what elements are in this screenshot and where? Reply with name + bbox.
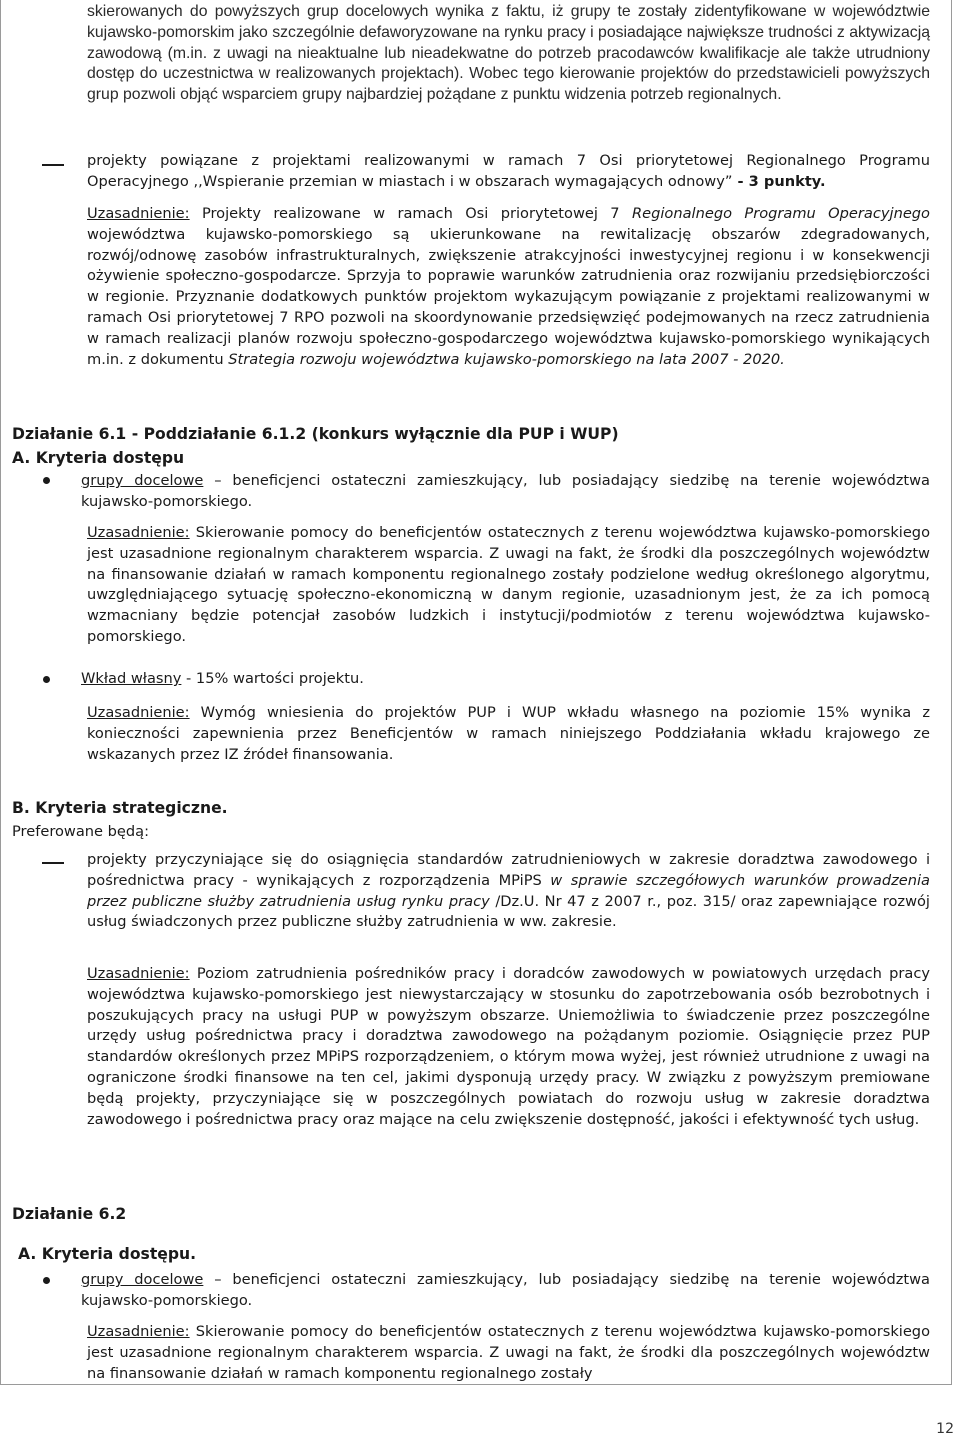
justification-rpo: Uzasadnienie: Projekty realizowane w ramach Osi priorytetowej 7 Regionalnego Programu Operacyjnego województwa kujawsko-pomorskiego są ukierunkowane na rewitalizację obszarów zdegradowanych, rozwój/odnowę zasobów infrastrukturalnych, zwiększenie atrakcyjności inwestycyjnej regionu i w konsekwencji ożywienie społeczno-gospodarcze. Sprzyja to poprawie warunków zatrudnienia oraz rozwijaniu przedsiębiorczości w regionie. Przyznanie dodatkowych punktów projektom wykazującym powiązanie z projektami realizowanymi w ramach Osi priorytetowej 7 RPO pozwoli na skoordynowanie przedsięwzięć podejmowanych na rzecz zatrudnienia w ramach realizacji planów rozwoju społeczno-gospodarczego województwa kujawsko-pomorskiego wynikających m.in. z dokumentu Strategia rozwoju województwa kujawsko-pomorskiego na lata 2007 - 2020. [87,205,930,368]
page-number: 12 [936,1421,954,1437]
bullet-icon [43,676,50,683]
list-item-standards: projekty przyczyniające się do osiągnięcia standardów zatrudnieniowych w zakresie doradztwa zawodowego i pośrednictwa pracy - wynikających z rozporządzenia MPiPS w sprawie szczegółowych warunków prowadzenia przez publiczne służby zatrudnienia usług rynku pracy /Dz.U. Nr 47 z 2007 r., poz. 315/ oraz zapewniające rozwój usług świadczonych przez publiczne służby zatrudnienia w ww. zakresie. [87,851,930,931]
section-heading-6-1-2: Działanie 6.1 - Poddziałanie 6.1.2 (konkurs wyłącznie dla PUP i WUP) [12,425,619,443]
points-value: - 3 punkty. [732,172,826,190]
dash-marker [42,164,64,166]
section-heading-6-2: Działanie 6.2 [12,1205,127,1223]
bullet-target-groups: grupy docelowe – beneficjenci ostateczni zamieszkujący, lub posiadający siedzibę na terenie województwa kujawsko-pomorskiego. [81,472,930,510]
justification-standards: Uzasadnienie: Poziom zatrudnienia pośredników pracy i doradców zawodowych w powiatowych urzędach pracy województwa kujawsko-pomorskiego jest niewystarczający w stosunku do zapotrzebowania osób bezrobotnych i poszukujących pracy na usługi PUP w powyższym obszarze. Uniemożliwia to świadczenie przez poszczególne urzędy usług pośrednictwa pracy i doradztwa zawodowego na pożądanym poziomie. Osiągnięcie przez PUP standardów określonych przez MPiPS rozporządzeniem, o którym mowa wyżej, jest również utrudnione z uwagi na ograniczone środki finansowe na ten cel, jakimi dysponują urzędy pracy. W związku z powyższym premiowane będą projekty, przyczyniające się w poszczególnych powiatach do rozwoju usług w zakresie doradztwa zawodowego i pośrednictwa pracy oraz mające na celu zwiększenie dostępność, jakości i efektywność tych usług. [87,965,930,1128]
dash-marker [42,862,64,864]
criteria-strategic-heading: B. Kryteria strategiczne. [12,799,228,817]
criteria-access-heading-6-2: A. Kryteria dostępu. [18,1245,197,1263]
bullet-own-contribution: Wkład własny - 15% wartości projektu. [81,670,364,687]
preferred-label: Preferowane będą: [12,823,150,840]
bullet-icon [43,477,50,484]
target-groups-label: grupy docelowe [81,472,204,489]
bullet-target-groups-6-2: grupy docelowe – beneficjenci ostateczni zamieszkujący, lub posiadający siedzibę na terenie województwa kujawsko-pomorskiego. [81,1271,930,1309]
justification-own-contribution: Uzasadnienie: Wymóg wniesienia do projektów PUP i WUP wkładu własnego na poziomie 15% wynika z konieczności zapewnienia przez Beneficjentów w ramach niniejszego Poddziałania wkładu krajowego ze wskazanych przez IZ źródeł finansowania. [87,704,930,763]
criteria-access-heading: A. Kryteria dostępu [12,449,185,467]
justification-label: Uzasadnienie: [87,205,190,222]
bullet-icon [43,1277,50,1284]
justification-target-groups: Uzasadnienie: Skierowanie pomocy do beneficjentów ostatecznych z terenu województwa kujawsko-pomorskiego jest uzasadnione regionalnym charakterem wsparcia. Z uwagi na fakt, że środki dla poszczególnych województw na finansowanie działań w ramach komponentu regionalnego zostały podzielone według określonego algorytmu, uwzględniającego sytuację społeczno-ekonomiczną w danym regionie, uzasadnionym jest, że za ich pomocą wzmacniany będzie potencjał zasobów ludzkich i instytucji/podmiotów z terenu województwa kujawsko-pomorskiego. [87,524,930,645]
justification-target-groups-6-2: Uzasadnienie: Skierowanie pomocy do beneficjentów ostatecznych z terenu województwa kujawsko-pomorskiego jest uzasadnione regionalnym charakterem wsparcia. Z uwagi na fakt, że środki dla poszczególnych województw na finansowanie działań w ramach komponentu regionalnego zostały [87,1323,930,1382]
intro-paragraph: skierowanych do powyższych grup docelowych wynika z faktu, iż grupy te zostały zidentyfikowane w województwie kujawsko-pomorskim jako szczególnie defaworyzowane na rynku pracy i posiadające największe trudności z aktywizacją zawodową (m.in. z uwagi na nieaktualne lub nieadekwatne do potrzeb pracodawców kwalifikacje ale także utrudniony dostęp do uczestnictwa w realizowanych projektach). Wobec tego kierowanie projektów do przedstawicieli powyższych grup pozwoli objąć wsparciem grupy najbardziej pożądane z punktu widzenia potrzeb regionalnych. [87,3,930,104]
own-contribution-label: Wkład własny [81,670,182,687]
list-item-rpo: projekty powiązane z projektami realizowanymi w ramach 7 Osi priorytetowej Regionalnego Programu Operacyjnego ,,Wspieranie przemian w miastach i w obszarach wymagających odnowy” - 3 punkty. [87,152,930,190]
